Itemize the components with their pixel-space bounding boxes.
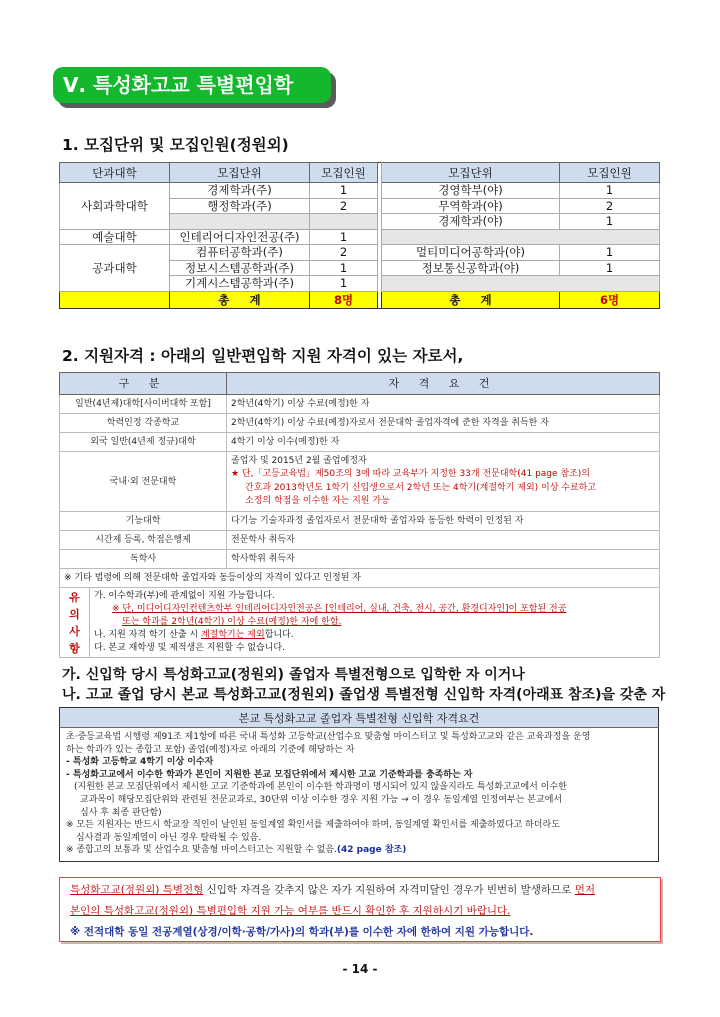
total-day: 8명 [310,291,378,308]
table-row [60,550,660,569]
section1-heading: 1. 모집단위 및 모집인원(정원외) [62,136,289,154]
table-header-row [60,373,660,395]
table-row [60,569,660,588]
section-title-banner [53,67,331,103]
category-cell: 독학사 [60,550,227,569]
requirement-cell: 2학년(4학기) 이상 수료(예정)한 자 [227,395,660,414]
warning-notice-box [59,877,661,942]
unit-cell: 무역학과(야) [382,198,560,214]
sub-heading-a: 가. 신입학 당시 특성화고교(정원외) 졸업자 특별전형으로 입학한 자 이거나 [62,667,525,683]
qual-line: 교과목이 해당모집단위와 관련된 전문교과로, 30단위 이상 이수한 경우 지원 가능 → 이 경우 동일계열 인정여부는 본교에서 [80,794,563,805]
table-row [60,183,660,199]
header-unit-day: 모집단위 [170,163,310,183]
unit-cell: 경영학부(야) [382,183,560,199]
junior-note-line: 간호과 2013학년도 1학기 신입생으로서 2학년 또는 4학기(계절학기 제외) 이상 수료하고 [245,482,597,493]
total-row [60,291,660,308]
footnote-cell: ※ 기타 법령에 의해 전문대학 졸업자와 동등이상의 자격이 있다고 인정된 자 [60,569,660,588]
requirement-cell: 4학기 이상 이수(예정)한 자 [227,433,660,452]
qual-line: - 특성화고교에서 이수한 학과가 본인이 지원한 본교 모집단위에서 제시한 고교 기준학과를 충족하는 자 [66,769,473,780]
junior-line: 졸업자 및 2015년 2월 졸업예정자 [231,455,367,466]
college-social: 사회과학대학 [60,183,170,230]
page-reference: (42 page 참조) [336,845,407,856]
table-row [60,531,660,550]
note-ga: 가. 이수학과(부)에 관계없이 지원 가능합니다. [94,591,275,601]
recruitment-table [59,162,660,309]
note-ga-sub: 또는 학과를 2학년(4학기) 이상 수료(예정)한 자에 한함. [122,617,342,627]
category-cell: 국내·외 전문대학 [60,452,227,512]
notice-highlight: 먼저 [574,884,595,896]
unit-cell: 멀티미디어공학과(야) [382,245,560,261]
category-cell: 기능대학 [60,512,227,531]
requirement-cell-junior [227,452,660,512]
table-row [60,229,660,245]
unit-cell: 경제학과(야) [382,214,560,230]
qualification-header: 본교 특성화고교 졸업자 특별전형 신입학 자격요건 [60,708,659,728]
qual-line: (지원한 본교 모집단위에서 제시한 고교 기준학과에 본인이 이수한 학과명이 명시되어 있지 않을지라도 특성화고교에서 이수한 [74,782,567,793]
requirement-cell: 전문학사 취득자 [227,531,660,550]
category-cell: 일반(4년제)대학[사이버대학 포함] [60,395,227,414]
note-na-highlight: 계절학기는 제외 [200,630,265,640]
category-cell: 외국 일반(4년제 정규)대학 [60,433,227,452]
count-cell: 1 [310,183,378,199]
header-requirements: 자 격 요 건 [227,373,660,395]
college-eng: 공과대학 [60,245,170,292]
table-header-row [60,708,659,728]
count-cell: 1 [560,245,660,261]
requirement-cell: 다기능 기술자과정 졸업자로서 전문대학 졸업자와 동등한 학력이 인정된 자 [227,512,660,531]
note-da: 다. 본교 재학생 및 제적생은 지원할 수 없습니다. [94,643,285,653]
table-row [60,245,660,261]
notice-line: ※ 전적대학 동일 전공계열(상경/이학·공학/가사)의 학과(부)를 이수한 자에 한하여 지원 가능합니다. [70,926,534,938]
qual-line: 심사 후 최종 판단함) [80,807,162,818]
sub-heading-b: 나. 고교 졸업 당시 본교 특성화고교(정원외) 졸업생 특별전형 신입학 자격(아래표 참조)을 갖춘 자 [62,687,666,703]
header-college: 단과대학 [60,163,170,183]
header-unit-night: 모집단위 [382,163,560,183]
unit-cell: 컴퓨터공학과(주) [170,245,310,261]
eligibility-table [59,372,660,658]
table-header-row [60,163,660,183]
count-cell: 2 [310,245,378,261]
page-number: - 14 - [342,962,378,976]
notice-label [60,588,90,658]
qual-line: 심사결과 동일계열이 아닌 경우 탈락될 수 있음. [76,832,262,843]
count-cell: 1 [560,260,660,276]
category-cell: 시간제 등록, 학점은행제 [60,531,227,550]
qualification-table [59,707,659,862]
total-label-day: 총 계 [170,291,310,308]
empty-cell [382,229,660,245]
qual-line: - 특성화 고등학교 4학기 이상 이수자 [66,757,214,768]
notice-highlight: 특성화고교(정원외) 특별전형 [70,884,204,896]
unit-cell: 기계시스템공학과(주) [170,276,310,292]
unit-cell: 인테리어디자인전공(주) [170,229,310,245]
college-art: 예술대학 [60,229,170,245]
section2-heading: 2. 지원자격 : 아래의 일반편입학 지원 자격이 있는 자로서, [62,347,464,365]
note-na [94,629,655,642]
total-spacer [60,291,170,308]
notice-row [60,588,660,658]
table-row [60,728,659,862]
empty-cell [170,214,310,230]
table-row [60,512,660,531]
count-cell: 1 [560,183,660,199]
qual-line [66,844,652,857]
table-row [60,452,660,512]
table-row [60,414,660,433]
unit-cell: 경제학과(주) [170,183,310,199]
count-cell: 1 [310,229,378,245]
notice-text: 신입학 자격을 갖추지 않은 자가 지원하여 자격미달인 경우가 빈번히 발생하므로 [203,884,575,896]
header-category: 구 분 [60,373,227,395]
qual-line: ※ 모든 지원자는 반드시 학교장 직인이 날인된 동일계열 확인서를 제출하여야 하며, 동일계열 확인서를 제출하였다고 하더라도 [66,820,560,831]
junior-note-line: ★ 단,「고등교육법」제50조의 3에 따라 교육부가 지정한 33개 전문대학(41 page 참조)의 [231,469,590,479]
count-cell: 1 [310,276,378,292]
junior-note-line: 소정의 학점을 이수한 자는 지원 가능 [245,496,390,506]
table-row [60,395,660,414]
table-row [60,433,660,452]
note-na-text: 합니다. [264,630,294,640]
category-cell: 학력인정 각종학교 [60,414,227,433]
total-label-night: 총 계 [382,291,560,308]
count-cell: 1 [560,214,660,230]
count-cell: 2 [310,198,378,214]
count-cell: 2 [560,198,660,214]
note-ga-sub: ※ 단, 미디어디자인컨텐츠학부 인테리어디자인전공은 [인테리어, 실내, 건축, 전시, 공간, 환경디자인]이 포함된 전공 [112,604,567,614]
unit-cell: 정보시스템공학과(주) [170,260,310,276]
unit-cell: 정보통신공학과(야) [382,260,560,276]
page-title: Ⅴ. 특성화고교 특별편입학 [53,67,331,103]
requirement-cell: 2학년(4학기) 이상 수료(예정)자로서 전문대학 졸업자격에 준한 자격을 취득한 자 [227,414,660,433]
qual-line: 초·중등교육법 시행령 제91조 제1항에 따른 국내 특성화 고등학교(산업수요 맞춤형 마이스터고 및 특성화고교와 같은 교육과정을 운영 [66,732,591,742]
unit-cell: 행정학과(주) [170,198,310,214]
empty-cell [382,276,660,292]
notice-content [90,588,660,658]
notice-line [70,880,650,901]
notice-label-text: 유의사항 [69,590,80,655]
header-count-day: 모집인원 [310,163,378,183]
qual-line: 하는 학과가 있는 종합고 포함) 졸업(예정)자로 아래의 기준에 해당하는 자 [66,744,355,755]
count-cell: 1 [310,260,378,276]
notice-line: 본인의 특성화고교(정원외) 특별편입학 지원 가능 여부를 반드시 확인한 후 지원하시기 바랍니다. [70,905,511,917]
total-night: 6명 [560,291,660,308]
requirement-cell: 학사학위 취득자 [227,550,660,569]
header-count-night: 모집인원 [560,163,660,183]
note-na-text: 나. 지원 자격 학기 산출 시 [94,630,201,640]
qualification-content [60,728,659,862]
empty-cell [310,214,378,230]
qual-line-text: ※ 종합고의 보통과 및 산업수요 맞춤형 마이스터고는 지원할 수 없음. [66,845,337,856]
